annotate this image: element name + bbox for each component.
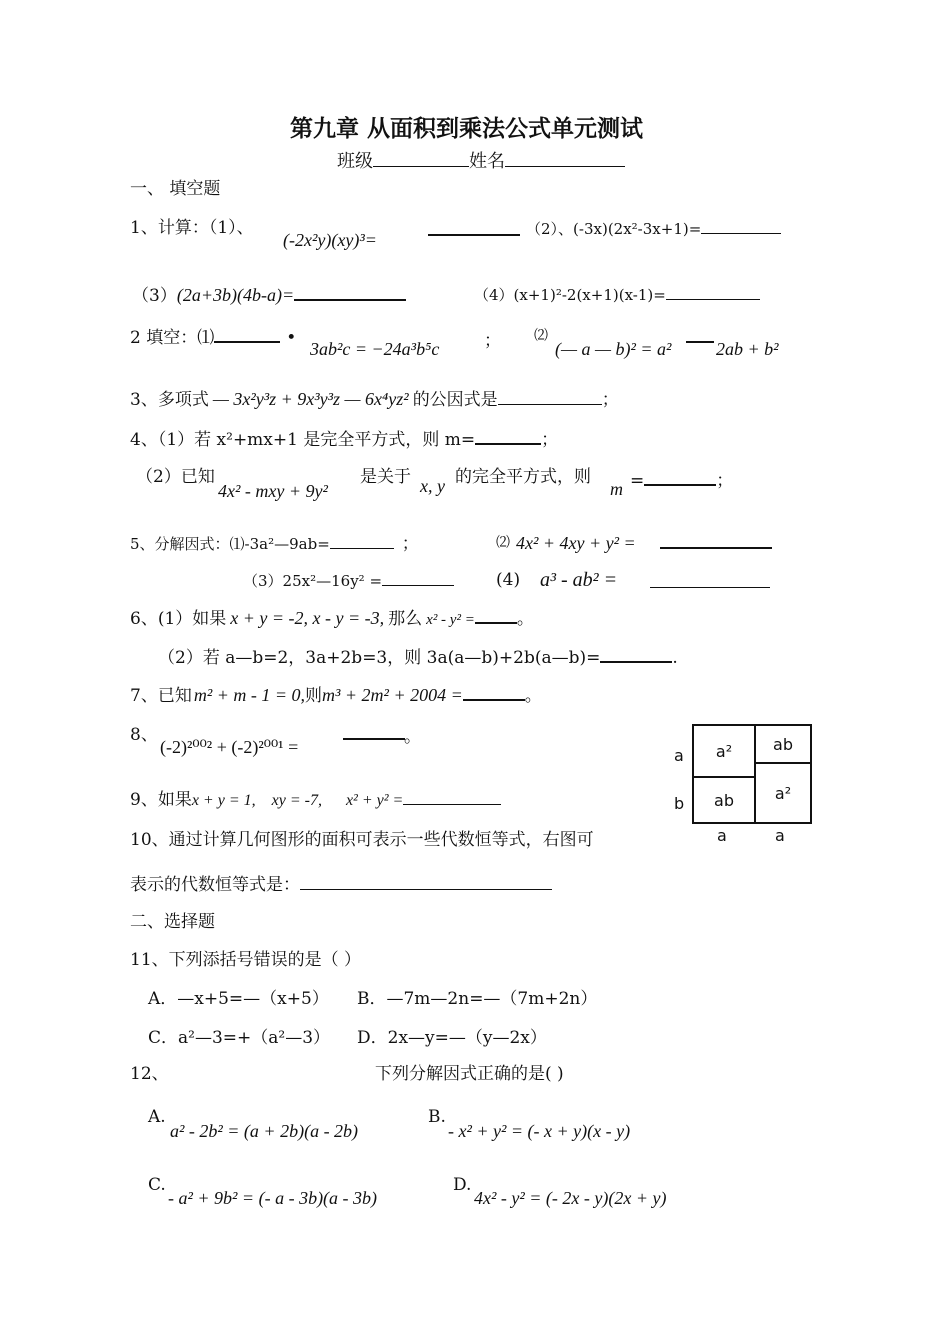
q1-blank-4[interactable] (666, 283, 760, 300)
figure-cell-ab-top: ab (754, 724, 812, 764)
q7-expr-1: m² + m - 1 = 0, (193, 685, 306, 705)
q11-option-c[interactable]: C．a²—3=+（a²—3） (148, 1028, 331, 1048)
question-4-part-1 (130, 427, 558, 451)
q6-end: 。 (516, 609, 534, 629)
question-6-part-1 (130, 606, 534, 631)
q6-prefix: 6、(1）如果 (130, 609, 227, 629)
q6-part-2-text: （2）若 a—b=2，3a+2b=3，则 3a(a—b)+2b(a—b)= (158, 648, 601, 668)
q1-part-2 (526, 217, 781, 240)
q7-blank[interactable] (463, 683, 525, 701)
class-blank[interactable] (373, 150, 469, 167)
question-6-part-2 (158, 645, 678, 669)
q3-prefix: 3、多项式 (130, 390, 209, 410)
class-label: 班级 (337, 151, 373, 172)
question-10-line-2 (130, 873, 552, 896)
q2-expr-2: (— a — b)² = a² (555, 339, 672, 359)
q5-part-4-expr: a³ - ab² = (540, 569, 618, 591)
q5-blank-3[interactable] (382, 569, 454, 586)
name-blank[interactable] (505, 150, 625, 167)
q5-blank-4[interactable] (650, 571, 770, 588)
q5-label: 5、分解因式：⑴-3a²—9ab= (130, 535, 330, 553)
q6-expr-1: x + y = -2, x - y = -3, (230, 608, 385, 628)
q10-blank[interactable] (300, 873, 552, 890)
q7-expr-2: m³ + 2m² + 2004 = (322, 685, 463, 705)
q2-expr-1: 3ab²c = −24a³b⁵c (310, 339, 440, 359)
figure-cell-ab-bottom: ab (692, 776, 756, 824)
question-12-stem: 下列分解因式正确的是( ) (375, 1064, 564, 1084)
area-figure (670, 722, 820, 847)
q1-label: 1、计算：（1）、 (130, 218, 254, 238)
q5-part-4-label: (4) (496, 570, 521, 590)
q1-expr-1: (-2x²y)(xy)³= (283, 230, 377, 250)
name-label: 姓名 (469, 151, 505, 172)
q7-end: 。 (524, 686, 542, 706)
q8-end: 。 (404, 727, 421, 747)
q1-blank-1[interactable] (428, 218, 520, 236)
q8-expr: (-2)²⁰⁰² + (-2)²⁰⁰¹ = (160, 737, 299, 757)
q9-prefix: 9、如果 (130, 790, 192, 810)
question-7 (130, 683, 542, 707)
q12-option-b-label[interactable]: B. (428, 1107, 446, 1127)
q12-option-a-label[interactable]: A. (148, 1107, 166, 1127)
question-5-line-1 (130, 532, 419, 555)
q4-part-1-text: 4、（1）若 x²+mx+1 是完全平方式，则 m= (130, 430, 476, 450)
q4-end (630, 468, 733, 492)
figure-cell-a2-right: a² (754, 762, 812, 824)
q1-part-3-label: （3） (132, 286, 177, 306)
q4-mid: 是关于 (360, 467, 411, 487)
q4-var-m: m (610, 479, 623, 499)
q9-blank[interactable] (403, 788, 501, 805)
q5-part-2-expr: 4x² + 4xy + y² = (516, 533, 636, 553)
q2-semicolon: ； (484, 331, 501, 351)
q1-blank-3[interactable] (294, 283, 406, 301)
figure-bottom-a-1: a (717, 826, 727, 845)
figure-side-b: b (674, 794, 685, 813)
q12-option-b[interactable]: - x² + y² = (- x + y)(x - y) (448, 1121, 631, 1141)
figure-bottom-a-2: a (775, 826, 785, 845)
student-info (337, 150, 625, 173)
question-9 (130, 788, 501, 812)
question-11-stem: 11、下列添括号错误的是（ ） (130, 950, 362, 970)
section-choice-heading: 二、选择题 (130, 912, 215, 932)
q6-blank-1[interactable] (475, 606, 517, 624)
q3-blank[interactable] (498, 388, 602, 405)
question-1-line-1 (130, 217, 254, 239)
q8-label: 8、 (130, 725, 158, 745)
q6-blank-2[interactable] (600, 645, 672, 663)
q11-option-b[interactable]: B．—7m—2n=—（7m+2n） (357, 989, 598, 1009)
q5-separator: ； (401, 534, 419, 554)
q4-semicolon-1: ； (541, 430, 559, 450)
q2-part-2-label: ⑵ (534, 328, 548, 344)
q2-label: 2 填空：⑴ (130, 328, 215, 348)
q5-blank-1[interactable] (330, 532, 394, 549)
q2-expr-2-rest: 2ab + b² (716, 339, 779, 359)
q2-blank-1[interactable] (214, 325, 280, 343)
question-12-number: 12、 (130, 1064, 169, 1084)
figure-side-a: a (674, 746, 684, 765)
question-1-line-2 (132, 283, 406, 307)
question-4-part-2 (136, 466, 215, 488)
q5-blank-2[interactable] (660, 531, 772, 549)
q4-part-2-prefix: （2）已知 (136, 467, 215, 487)
q1-part-3-expr: (2a+3b)(4b-a)= (176, 285, 295, 305)
q12-option-d[interactable]: 4x² - y² = (- 2x - y)(2x + y) (474, 1188, 667, 1208)
q6-part-2-end: . (672, 648, 678, 668)
q2-blank-2[interactable] (686, 325, 714, 343)
q9-expr: x + y = 1, xy = -7, x² + y² = (191, 792, 404, 809)
q4-expr: 4x² - mxy + 9y² (218, 481, 328, 501)
q4-blank-1[interactable] (475, 427, 541, 445)
q4-semicolon-2: ； (716, 471, 734, 491)
q5-part-3: （3）25x²—16y² = (243, 572, 383, 590)
q12-option-a[interactable]: a² - 2b² = (a + 2b)(a - 2b) (170, 1121, 359, 1141)
q7-mid: 则 (305, 686, 323, 706)
question-10-line-1: 10、通过计算几何图形的面积可表示一些代数恒等式，右图可 (130, 830, 594, 850)
q4-equals: = (630, 471, 645, 491)
page-title: 第九章 从面积到乘法公式单元测试 (290, 116, 644, 142)
q6-expr-2: x² - y² = (426, 612, 475, 628)
q7-prefix: 7、已知 (130, 686, 192, 706)
q1-blank-2[interactable] (701, 217, 781, 234)
question-5-line-2 (243, 569, 454, 592)
q8-blank[interactable] (343, 722, 405, 740)
q1-part-2-text: （2）、(-3x)(2x²-3x+1)= (526, 220, 702, 238)
q12-option-d-label[interactable]: D. (453, 1175, 472, 1195)
q10-line-2-text: 表示的代数恒等式是： (130, 875, 300, 895)
q6-mid: 那么 (388, 609, 423, 629)
q12-option-c[interactable]: - a² + 9b² = (- a - 3b)(a - 3b) (168, 1188, 378, 1208)
q12-option-c-label[interactable]: C. (148, 1175, 166, 1195)
q4-blank-2[interactable] (644, 468, 716, 486)
figure-cell-a2-top: a² (692, 724, 756, 778)
section-fill-heading: 一、 填空题 (130, 179, 221, 199)
q3-suffix: 的公因式是 (412, 390, 498, 410)
question-2: 2 填空：⑴ • (130, 325, 296, 349)
q11-option-d[interactable]: D．2x—y=—（y—2x） (357, 1028, 547, 1048)
q4-vars: x, y (420, 476, 445, 496)
q3-expr: — 3x²y³z + 9x³y³z — 6x⁴yz² (212, 389, 409, 409)
q1-part-4 (474, 283, 760, 306)
q1-part-4-text: （4）(x+1)²-2(x+1)(x-1)= (474, 286, 666, 304)
q4-mid-2: 的完全平方式，则 (455, 467, 591, 487)
q5-part-2-label: ⑵ (496, 535, 510, 551)
question-3: 3、多项式 — 3x²y³z + 9x³y³z — 6x⁴yz² 的公因式是 ； (130, 389, 619, 410)
q11-option-a[interactable]: A．—x+5=—（x+5） (148, 989, 329, 1009)
